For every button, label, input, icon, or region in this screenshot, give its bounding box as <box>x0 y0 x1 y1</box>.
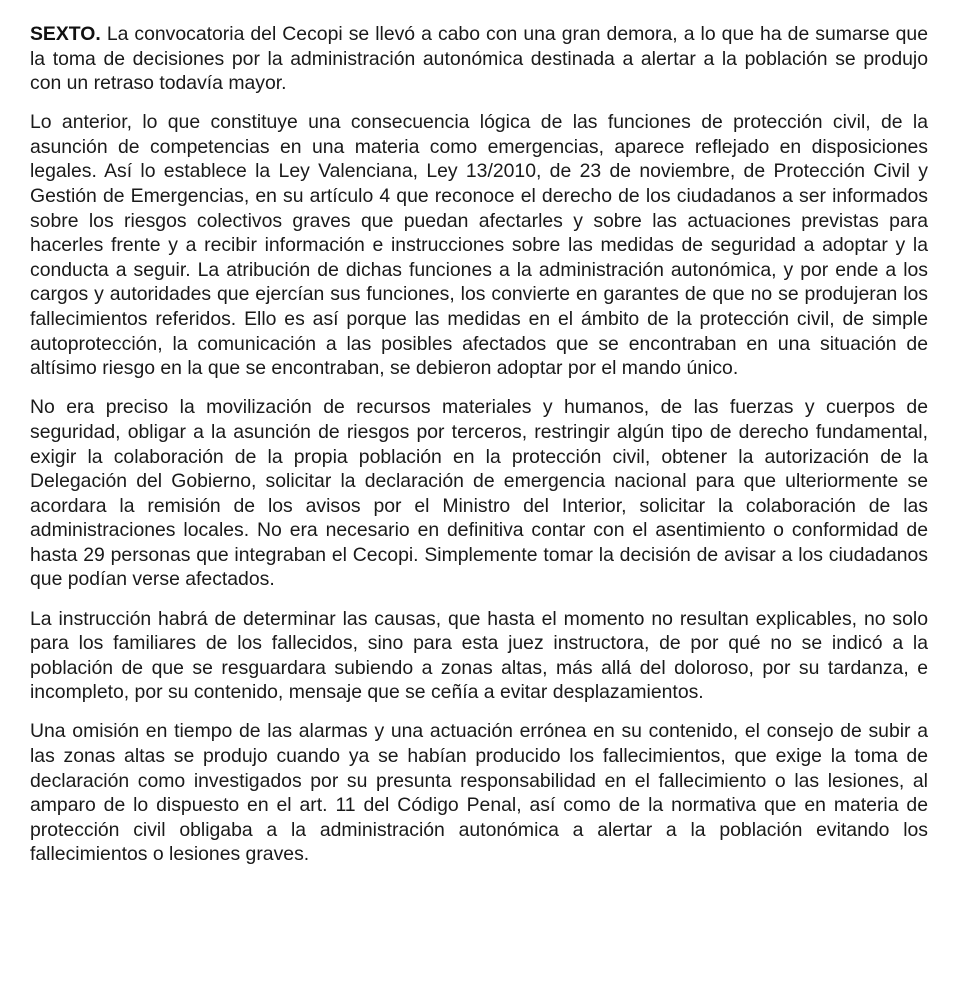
paragraph-conclusion: Una omisión en tiempo de las alarmas y una actuación errónea en su contenido, el consejo de subir a las zonas altas se produjo cuando ya se habían producido los fallecimientos, que exige la toma de declaración como investigados por su presunta responsabilidad en el fallecimiento o las lesiones, al amparo de lo dispuesto en el art. 11 del Código Penal, así como de la normativa que en materia de protección civil obligaba a la administración autonómica a alertar a la población evitando los fallecimientos o lesiones graves. <box>30 720 928 866</box>
paragraph-not-required: No era preciso la movilización de recursos materiales y humanos, de las fuerzas y cuerpos de seguridad, obligar a la asunción de riesgos por terceros, restringir algún tipo de derecho fundamental, exigir la colaboración de la propia población en la protección civil, obtener la autorización de la Delegación del Gobierno, solicitar la declaración de emergencia nacional para que ulteriormente se acordara la remisión de los avisos por el Ministro del Interior, solicitar la colaboración de las administraciones locales. No era necesario en definitiva contar con el asentimiento o conformidad de hasta 29 personas que integraban el Cecopi. Simplemente tomar la decisión de avisar a los ciudadanos que podían verse afectados. <box>30 396 928 591</box>
section-heading: SEXTO. <box>30 23 101 45</box>
paragraph-sexto <box>30 22 928 96</box>
document-body <box>30 22 928 882</box>
paragraph-instruction: La instrucción habrá de determinar las causas, que hasta el momento no resultan explicables, no solo para los familiares de los fallecidos, sino para esta juez instructora, de por qué no se indicó a la población de que se resguardara subiendo a zonas altas, más allá del doloroso, por su tardanza, e incompleto, por su contenido, mensaje que se ceñía a evitar desplazamientos. <box>30 607 928 704</box>
paragraph-text: La convocatoria del Cecopi se llevó a cabo con una gran demora, a lo que ha de sumarse que la toma de decisiones por la administración autonómica destinada a alertar a la población se produjo con un retraso todavía mayor. <box>30 23 929 95</box>
paragraph-legal-basis: Lo anterior, lo que constituye una consecuencia lógica de las funciones de protección civil, de la asunción de competencias en una materia como emergencias, aparece reflejado en disposiciones legales. Así lo establece la Ley Valenciana, Ley 13/2010, de 23 de noviembre, de Protección Civil y Gestión de Emergencias, en su artículo 4 que reconoce el derecho de los ciudadanos a ser informados sobre los riesgos colectivos graves que puedan afectarles y sobre las actuaciones previstas para hacerles frente y a recibir información e instrucciones sobre las medidas de seguridad a adoptar y la conducta a seguir. La atribución de dichas funciones a la administración autonómica, y por ende a los cargos y autoridades que ejercían sus funciones, los convierte en garantes de que no se produjeran los fallecimientos referidos. Ello es así porque las medidas en el ámbito de la protección civil, de simple autoprotección, la comunicación a las posibles afectados que se encontraban en una situación de altísimo riesgo en la que se encontraban, se debieron adoptar por el mando único. <box>30 111 928 380</box>
